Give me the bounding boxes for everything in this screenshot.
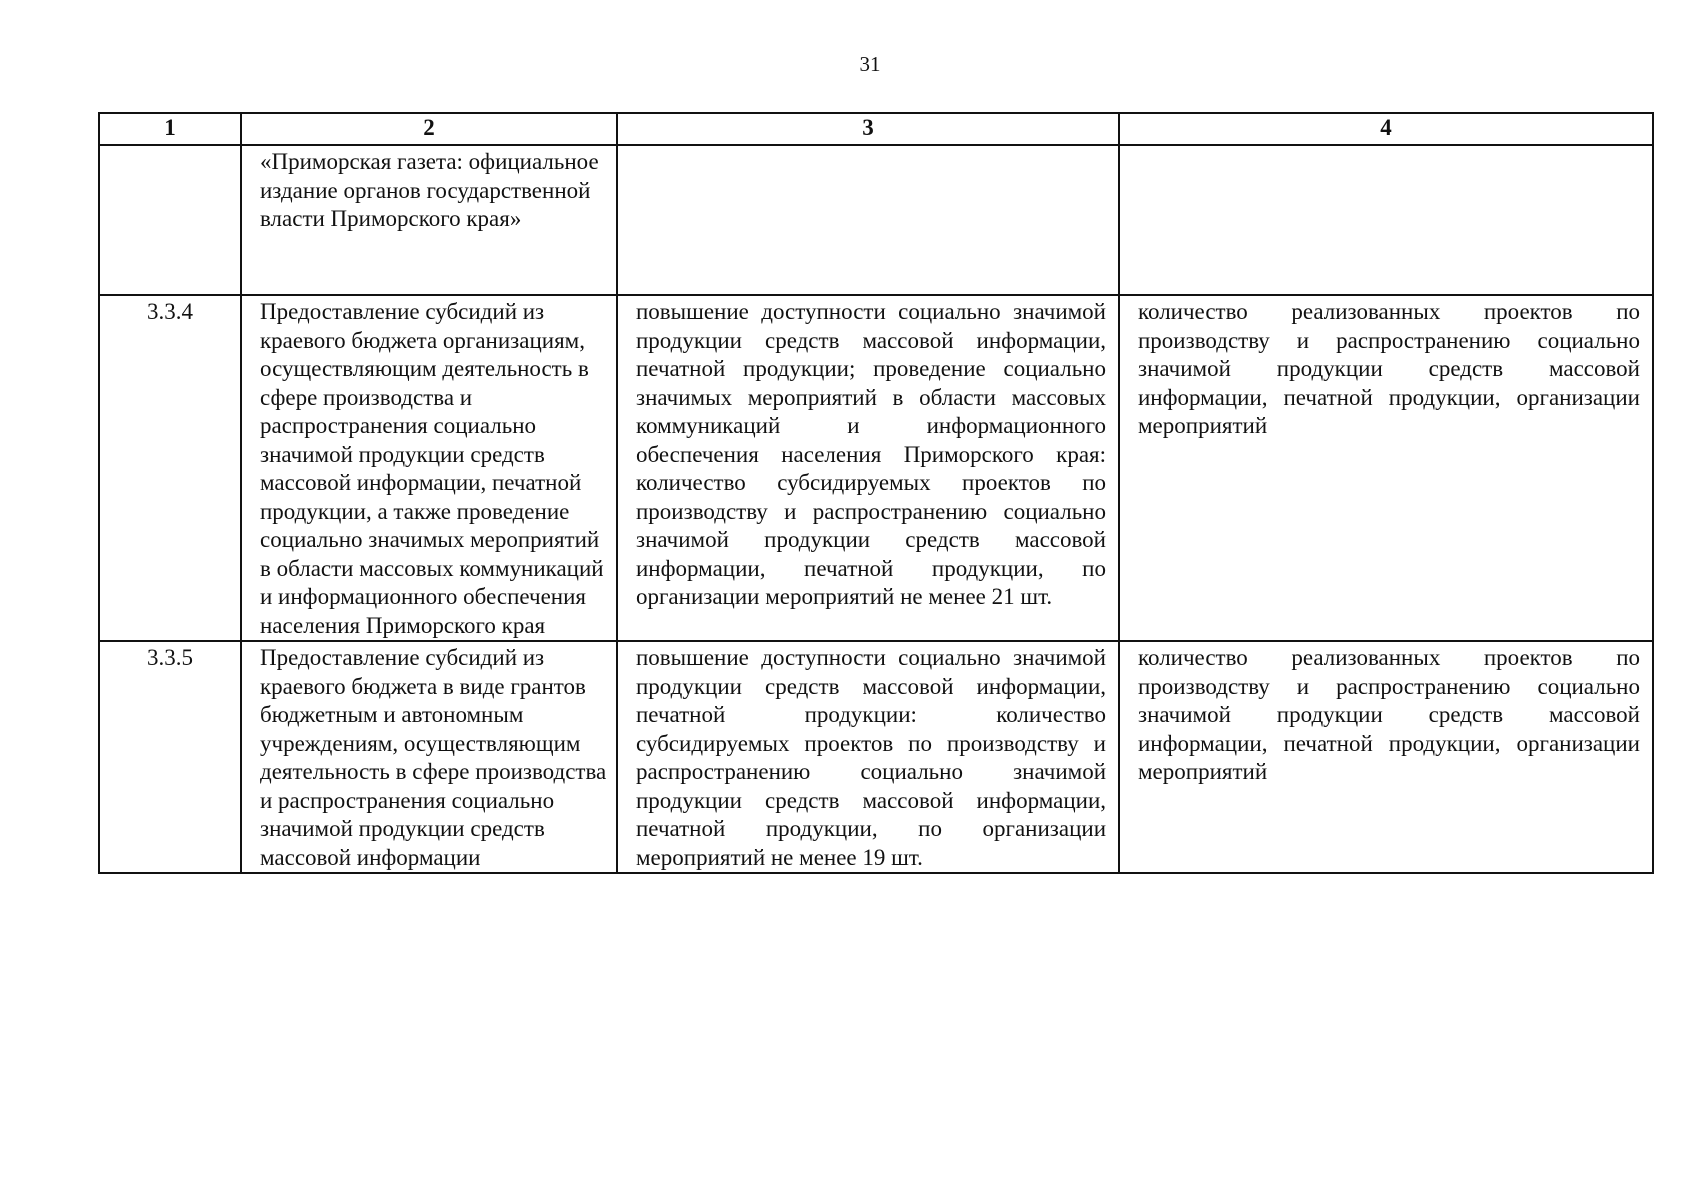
table-header-row	[99, 113, 1653, 145]
row-number: 3.3.4	[99, 295, 241, 641]
table-row	[99, 145, 1653, 295]
expected-result: повышение доступности социально значимой продукции средств массовой информации, печатной продукции: количество субсидируемых проектов по производству и распространению социально значимой продукции средств массовой информации, печатной продукции, по организации мероприятий не менее 19 шт.	[617, 641, 1119, 873]
row-number: 3.3.5	[99, 641, 241, 873]
page-number: 31	[859, 52, 881, 76]
expected-result: повышение доступности социально значимой продукции средств массовой информации, печатной продукции; проведение социально значимых мероприятий в области массовых коммуникаций и информационного обеспечения населения Приморского края: количество субсидируемых проектов по производству и распространению социально значимой продукции средств массовой информации, печатной продукции, по организации мероприятий не менее 21 шт.	[617, 295, 1119, 641]
header-col-3: 3	[617, 113, 1119, 145]
header-col-2: 2	[241, 113, 617, 145]
document-table	[98, 112, 1654, 874]
indicator: количество реализованных проектов по производству и распространению социально значимой продукции средств массовой информации, печатной продукции, организации мероприятий	[1119, 641, 1653, 873]
header-col-4: 4	[1119, 113, 1653, 145]
measure-name: «Приморская газета: официальное издание органов государственной власти Приморского края»	[241, 145, 617, 295]
header-col-1: 1	[99, 113, 241, 145]
measure-name: Предоставление субсидий из краевого бюджета в виде грантов бюджетным и автономным учреждениям, осуществляющим деятельность в сфере производства и распространения социально значимой продукции средств массовой информации	[241, 641, 617, 873]
expected-result	[617, 145, 1119, 295]
indicator	[1119, 145, 1653, 295]
indicator: количество реализованных проектов по производству и распространению социально значимой продукции средств массовой информации, печатной продукции, организации мероприятий	[1119, 295, 1653, 641]
table-row	[99, 295, 1653, 641]
row-number	[99, 145, 241, 295]
measure-name: Предоставление субсидий из краевого бюджета организациям, осуществляющим деятельность в сфере производства и распространения социально значимой продукции средств массовой информации, печатной продукции, а также проведение социально значимых мероприятий в области массовых коммуникаций и информационного обеспечения населения Приморского края	[241, 295, 617, 641]
table-row	[99, 641, 1653, 873]
